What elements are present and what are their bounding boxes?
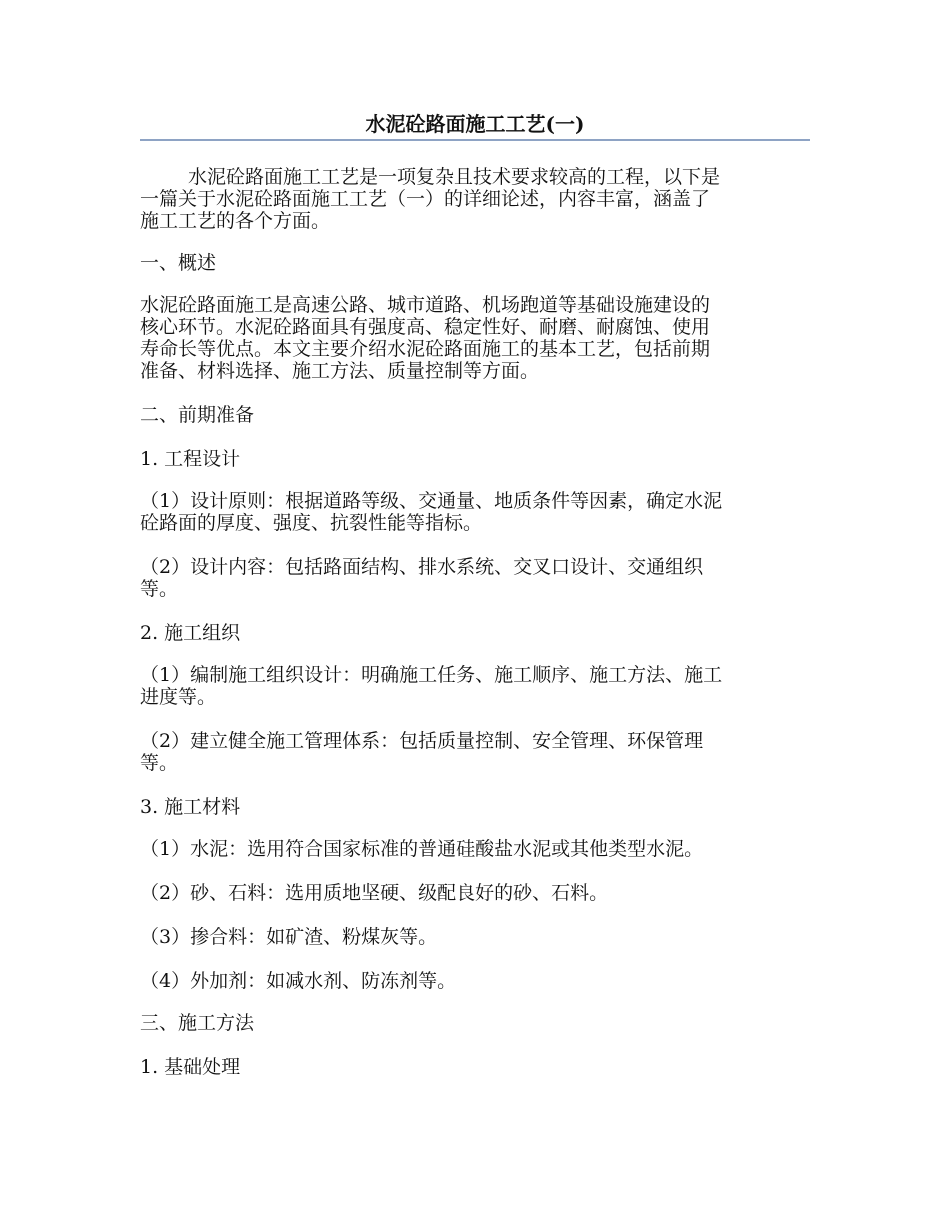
subheading-foundation-treatment: 1. 基础处理 bbox=[140, 1056, 241, 1078]
subheading-engineering-design: 1. 工程设计 bbox=[140, 448, 241, 470]
organization-design-item bbox=[140, 664, 805, 708]
material-sand-stone-item: （2）砂、石料：选用质地坚硬、级配良好的砂、石料。 bbox=[140, 882, 609, 904]
overview-line: 水泥砼路面施工是高速公路、城市道路、机场跑道等基础设施建设的 bbox=[140, 294, 711, 316]
intro-paragraph bbox=[140, 166, 805, 232]
title-underline bbox=[140, 139, 810, 141]
design-principle-item bbox=[140, 490, 805, 534]
overview-line: 核心环节。水泥砼路面具有强度高、稳定性好、耐磨、耐腐蚀、使用 bbox=[140, 316, 711, 338]
item-line: 等。 bbox=[140, 752, 179, 774]
overview-paragraph bbox=[140, 294, 805, 382]
document-title: 水泥砼路面施工工艺(一) bbox=[365, 112, 585, 136]
section-heading-overview: 一、概述 bbox=[140, 252, 217, 274]
overview-line: 准备、材料选择、施工方法、质量控制等方面。 bbox=[140, 360, 540, 382]
subheading-construction-organization: 2. 施工组织 bbox=[140, 622, 241, 644]
item-line: （2）设计内容：包括路面结构、排水系统、交叉口设计、交通组织 bbox=[140, 556, 704, 578]
item-line: （2）建立健全施工管理体系：包括质量控制、安全管理、环保管理 bbox=[140, 730, 704, 752]
material-cement-item: （1）水泥：选用符合国家标准的普通硅酸盐水泥或其他类型水泥。 bbox=[140, 838, 704, 860]
management-system-item bbox=[140, 730, 805, 774]
item-line: 进度等。 bbox=[140, 686, 217, 708]
item-line: 等。 bbox=[140, 578, 179, 600]
intro-line: 一篇关于水泥砼路面施工工艺（一）的详细论述，内容丰富，涵盖了 bbox=[140, 188, 711, 210]
section-heading-preparation: 二、前期准备 bbox=[140, 404, 255, 426]
material-additive-item: （4）外加剂：如减水剂、防冻剂等。 bbox=[140, 970, 457, 992]
intro-line: 水泥砼路面施工工艺是一项复杂且技术要求较高的工程，以下是 bbox=[188, 166, 721, 188]
item-line: （1）编制施工组织设计：明确施工任务、施工顺序、施工方法、施工 bbox=[140, 664, 723, 686]
overview-line: 寿命长等优点。本文主要介绍水泥砼路面施工的基本工艺，包括前期 bbox=[140, 338, 711, 360]
intro-line: 施工工艺的各个方面。 bbox=[140, 210, 331, 232]
design-content-item bbox=[140, 556, 805, 600]
item-line: （1）设计原则：根据道路等级、交通量、地质条件等因素，确定水泥 bbox=[140, 490, 723, 512]
material-admixture-item: （3）掺合料：如矿渣、粉煤灰等。 bbox=[140, 926, 438, 948]
subheading-construction-materials: 3. 施工材料 bbox=[140, 796, 241, 818]
section-heading-methods: 三、施工方法 bbox=[140, 1012, 255, 1034]
item-line: 砼路面的厚度、强度、抗裂性能等指标。 bbox=[140, 512, 483, 534]
